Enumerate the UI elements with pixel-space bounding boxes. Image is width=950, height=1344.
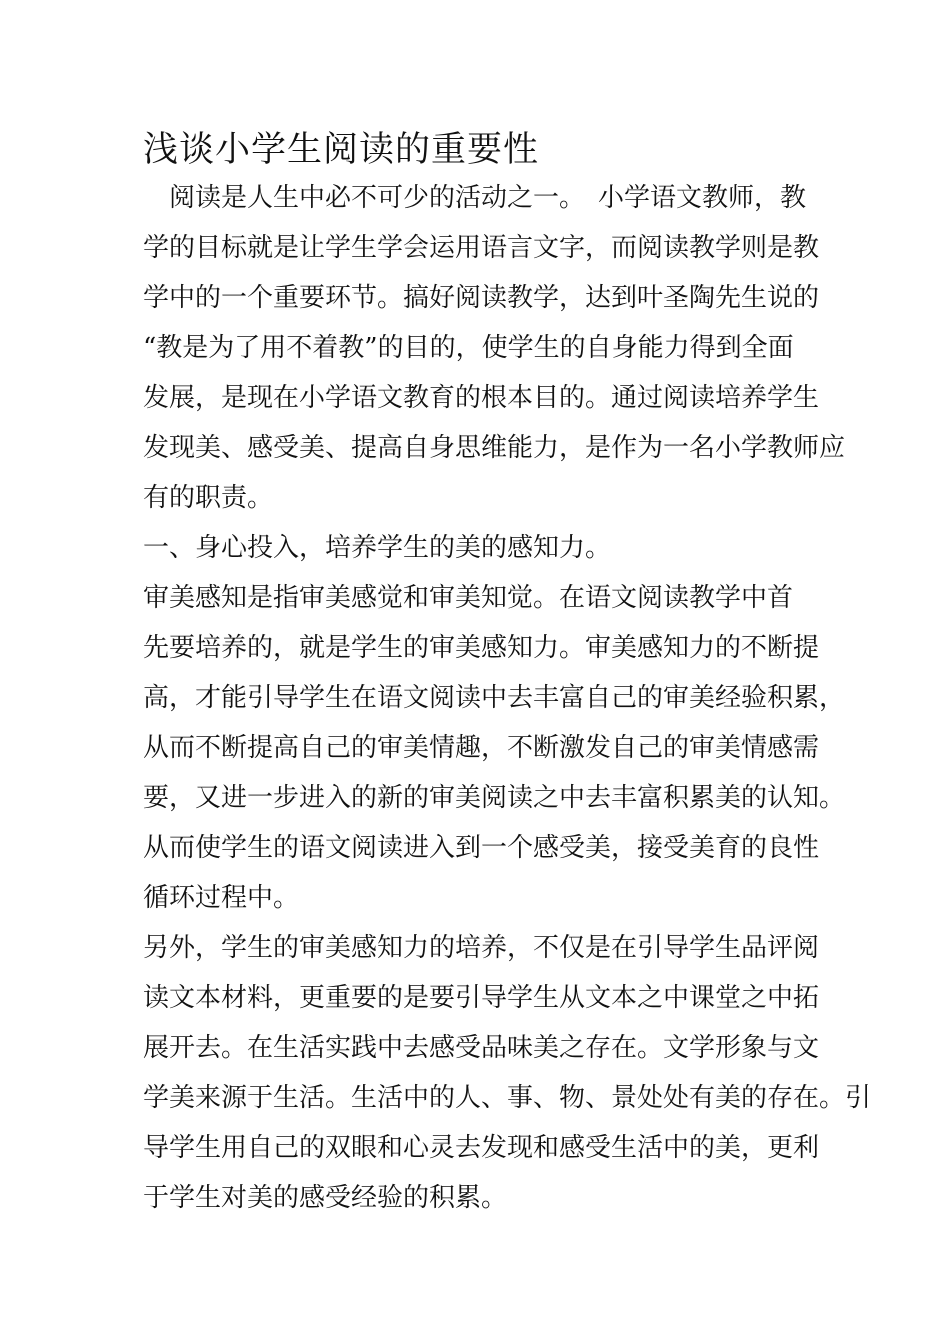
text-line: 先要培养的，就是学生的审美感知力。审美感知力的不断提: [143, 633, 820, 663]
section-heading: 一、身心投入，培养学生的美的感知力。: [143, 533, 612, 563]
text-line: 于学生对美的感受经验的积累。: [143, 1183, 508, 1213]
text-line: 学中的一个重要环节。搞好阅读教学，达到叶圣陶先生说的: [143, 283, 820, 313]
text-line: “教是为了用不着教”的目的，使学生的自身能力得到全面: [143, 333, 794, 363]
text-line: 从而不断提高自己的审美情趣，不断激发自己的审美情感需: [143, 733, 820, 763]
text-line: 读文本材料，更重要的是要引导学生从文本之中课堂之中拓: [143, 983, 820, 1013]
text-line: 从而使学生的语文阅读进入到一个感受美，接受美育的良性: [143, 833, 820, 863]
text-line: 阅读是人生中必不可少的活动之一。 小学语文教师，教: [143, 183, 807, 213]
text-line: 审美感知是指审美感觉和审美知觉。在语文阅读教学中首: [143, 583, 794, 613]
text-line: 发展，是现在小学语文教育的根本目的。通过阅读培养学生: [143, 383, 820, 413]
text-line: 学美来源于生活。生活中的人、事、物、景处处有美的存在。引: [143, 1083, 872, 1113]
text-line: 发现美、感受美、提高自身思维能力，是作为一名小学教师应: [143, 433, 846, 463]
text-line: 有的职责。: [143, 483, 274, 513]
text-line: 循环过程中。: [143, 883, 300, 913]
text-line: 要，又进一步进入的新的审美阅读之中去丰富积累美的认知。: [143, 783, 846, 813]
text-line: 展开去。在生活实践中去感受品味美之存在。文学形象与文: [143, 1033, 820, 1063]
document-title: 浅谈小学生阅读的重要性: [143, 130, 540, 170]
text-line: 导学生用自己的双眼和心灵去发现和感受生活中的美，更利: [143, 1133, 820, 1163]
text-line: 高，才能引导学生在语文阅读中去丰富自己的审美经验积累，: [143, 683, 846, 713]
text-line: 学的目标就是让学生学会运用语言文字，而阅读教学则是教: [143, 233, 820, 263]
text-line: 另外，学生的审美感知力的培养，不仅是在引导学生品评阅: [143, 933, 820, 963]
